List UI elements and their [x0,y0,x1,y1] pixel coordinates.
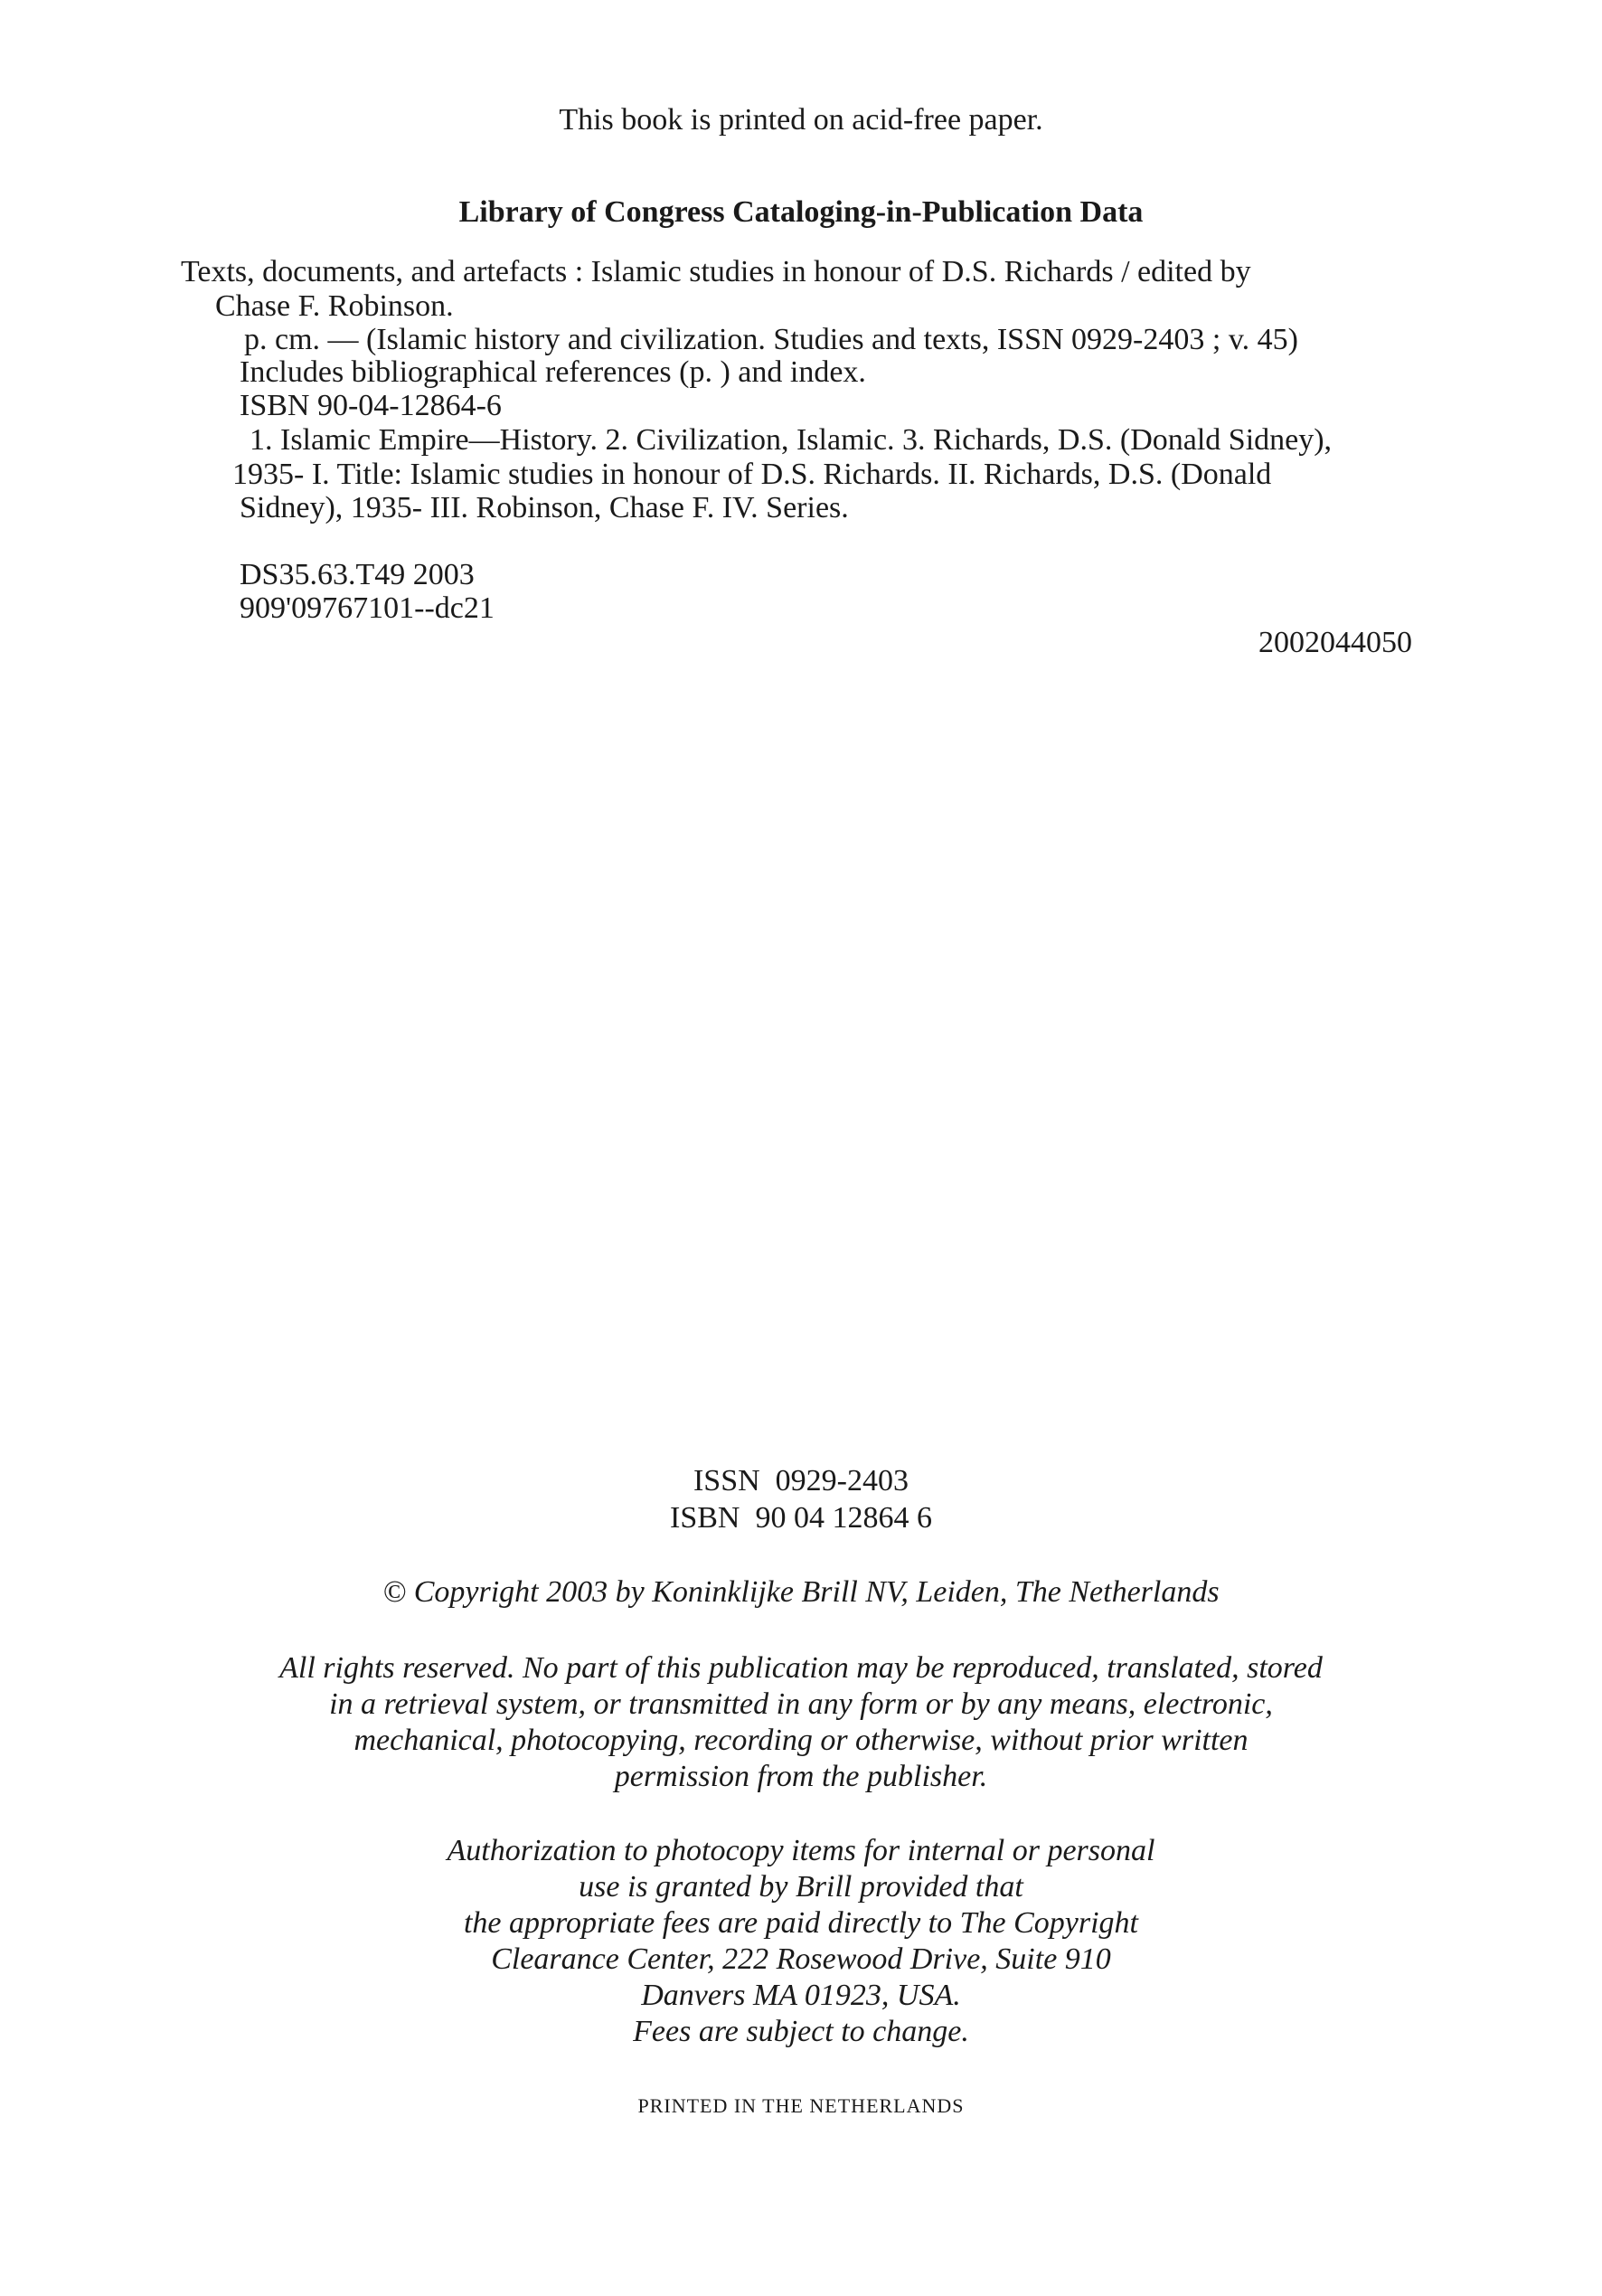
rights-line-3: mechanical, photocopying, recording or otherwise, without prior written [353,1724,1249,1757]
rights-line-1: All rights reserved. No part of this publication may be reproduced, translated, stored [279,1651,1323,1685]
authorization-line-6: Fees are subject to change. [633,2015,969,2048]
cip-dewey-number: 909'09767101--dc21 [240,591,495,625]
rights-line-4: permission from the publisher. [614,1760,988,1793]
cip-lccn: 2002044050 [1258,626,1412,659]
cip-physical-description: p. cm. — (Islamic history and civilization. Studies and texts, ISSN 0929-2403 ; v. 45) [244,323,1298,356]
issn-line: ISSN 0929-2403 [693,1464,909,1498]
cip-subjects-line-3: Sidney), 1935- III. Robinson, Chase F. IV. Series. [240,491,849,524]
authorization-line-3: the appropriate fees are paid directly to The Copyright [463,1906,1138,1940]
authorization-line-2: use is granted by Brill provided that [579,1870,1023,1904]
copyright-notice: © Copyright 2003 by Koninklijke Brill NV, Leiden, The Netherlands [382,1575,1220,1609]
cip-heading: Library of Congress Cataloging-in-Publication Data [458,195,1144,229]
isbn-line: ISBN 90 04 12864 6 [670,1501,932,1535]
cip-bibliography-note: Includes bibliographical references (p. ) and index. [240,355,866,389]
authorization-line-1: Authorization to photocopy items for internal or personal [447,1834,1155,1867]
cip-title-line-2: Chase F. Robinson. [215,289,454,323]
cip-subjects-line-2: 1935- I. Title: Islamic studies in honour of D.S. Richards. II. Richards, D.S. (Donald [232,458,1272,491]
authorization-line-5: Danvers MA 01923, USA. [641,1979,961,2012]
cip-title-line-1: Texts, documents, and artefacts : Islamic studies in honour of D.S. Richards / edited by [181,255,1251,288]
acid-free-note: This book is printed on acid-free paper. [559,103,1043,137]
printed-in-notice: PRINTED IN THE NETHERLANDS [637,2094,965,2117]
rights-line-2: in a retrieval system, or transmitted in any form or by any means, electronic, [329,1687,1273,1721]
authorization-line-4: Clearance Center, 222 Rosewood Drive, Suite 910 [491,1942,1111,1976]
cip-subjects-line-1: 1. Islamic Empire—History. 2. Civilization, Islamic. 3. Richards, D.S. (Donald Sidney), [250,423,1333,457]
cip-call-number: DS35.63.T49 2003 [240,558,475,591]
cip-isbn: ISBN 90-04-12864-6 [240,389,502,422]
